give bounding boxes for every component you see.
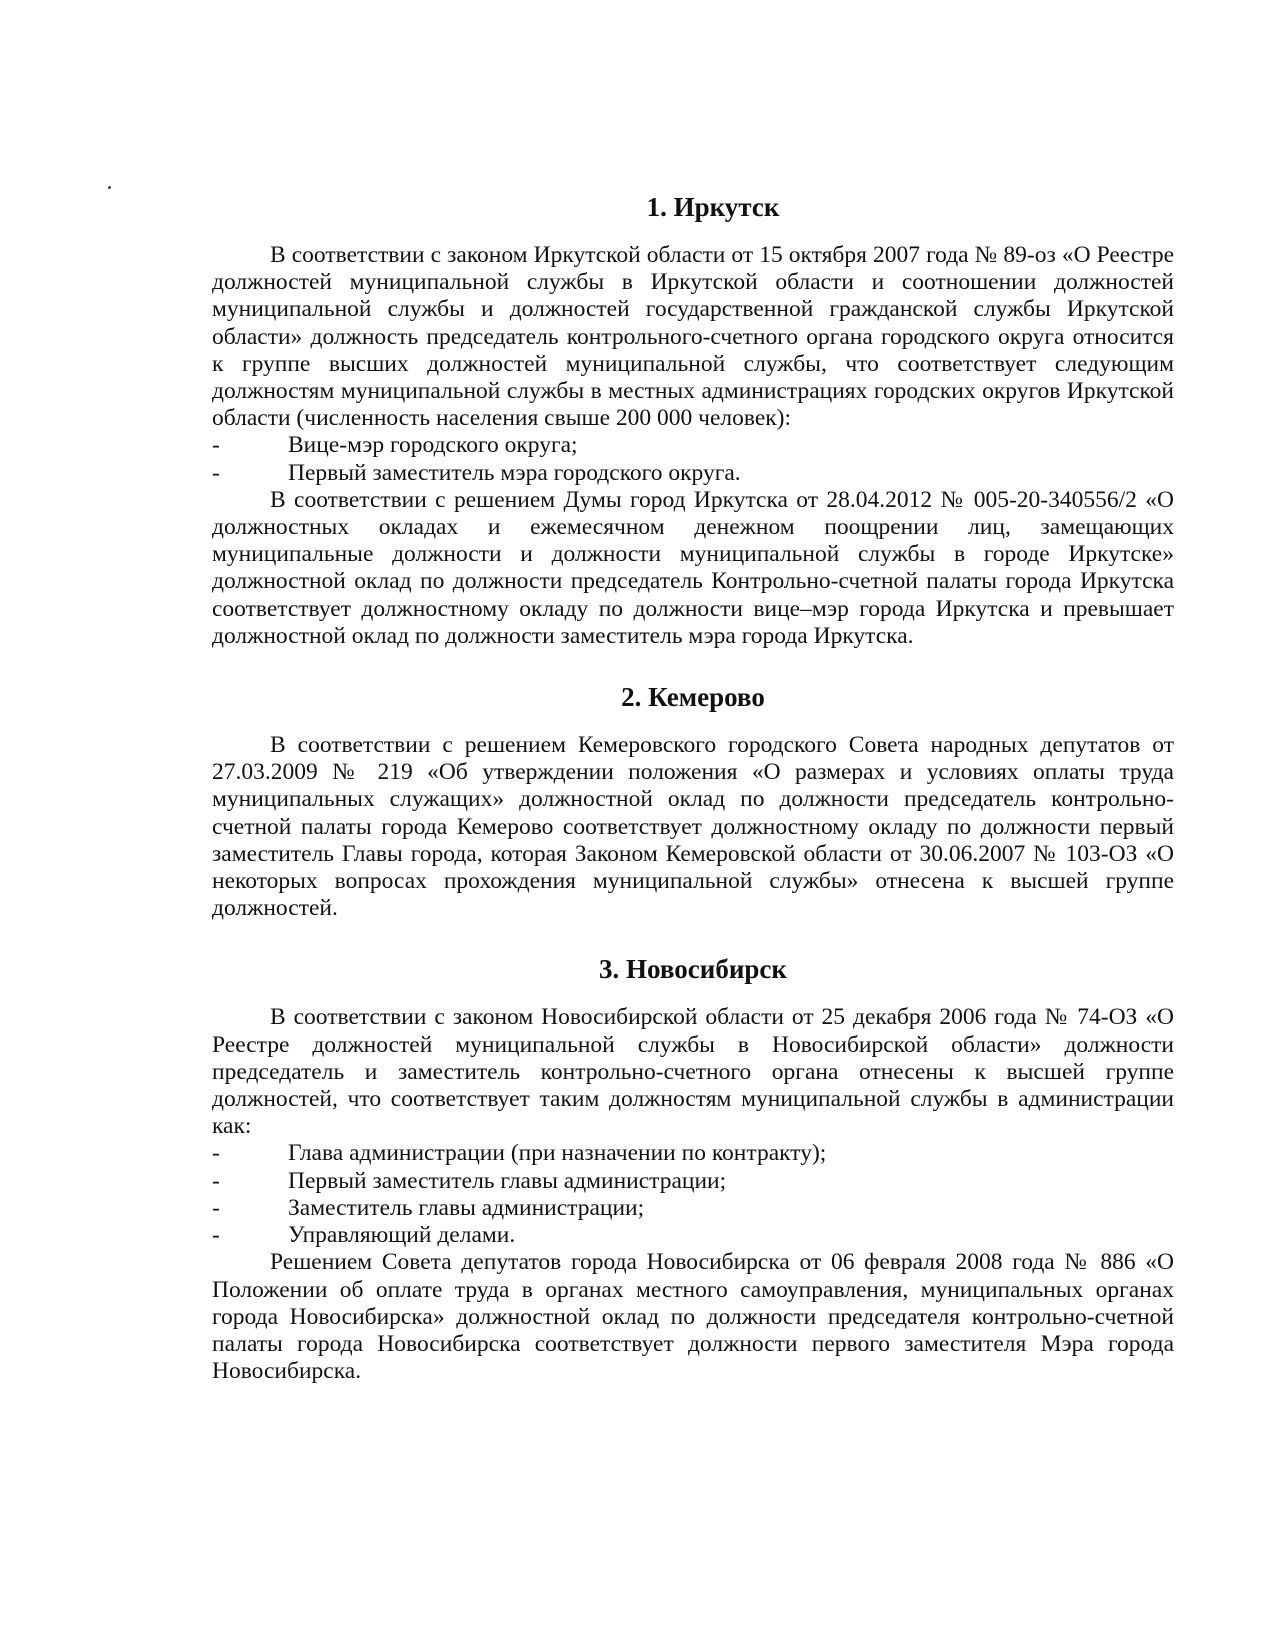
list-item: - Заместитель главы администрации; — [212, 1194, 645, 1221]
list-dash: - — [212, 1140, 220, 1167]
document-page — [212, 190, 1174, 1385]
novosibirsk-paragraph-1: В соответствии с законом Новосибирской области от 25 декабря 2006 года № 74-ОЗ «О Реестре должностей муниципальной службы в Новосибирской области» должности председатель и заместитель контрольно-счетного органа отнесены к высшей группе должностей, что соответствует таким должностям муниципальной службы в администрации как: — [212, 1004, 1174, 1140]
list-dash: - — [212, 1222, 220, 1249]
section-heading-novosibirsk: 3. Новосибирск — [599, 954, 787, 985]
section-heading-irkutsk: 1. Иркутск — [646, 192, 780, 222]
list-item: - Первый заместитель главы администрации; — [212, 1167, 727, 1194]
list-item: - Первый заместитель мэра городского округа. — [212, 459, 741, 486]
scan-speck — [108, 186, 111, 189]
list-item: - Управляющий делами. — [212, 1222, 516, 1249]
irkutsk-position-list — [212, 432, 1174, 486]
irkutsk-paragraph-2: В соответствии с решением Думы город Иркутска от 28.04.2012 № 005-20-340556/2 «О должностных окладах и ежемесячном денежном поощрении лиц, замещающих муниципальные должности и должности муниципальной службы в городе Иркутске» должностной оклад по должности председатель Контрольно-счетной палаты города Иркутска соответствует должностному окладу по должности вице–мэр города Иркутска и превышает должностной оклад по должности заместитель мэра города Иркутска. — [212, 486, 1174, 649]
section-heading-kemerovo: 2. Кемерово — [621, 682, 765, 713]
list-dash: - — [212, 1167, 220, 1194]
novosibirsk-position-list — [212, 1140, 1174, 1249]
kemerovo-paragraph-1: В соответствии с решением Кемеровского городского Совета народных депутатов от 27.03.2009 № 219 «Об утверждении положения «О размерах и условиях оплаты труда муниципальных служащих» должностной оклад по должности председатель контрольно-счетной палаты города Кемерово соответствует должностному окладу по должности первый заместитель Главы города, которая Законом Кемеровской области от 30.06.2007 № 103-ОЗ «О некоторых вопросах прохождения муниципальной службы» отнесена к высшей группе должностей. — [212, 732, 1174, 922]
list-item: - Глава администрации (при назначении по контракту); — [212, 1140, 827, 1167]
novosibirsk-paragraph-2: Решением Совета депутатов города Новосибирска от 06 февраля 2008 года № 886 «О Положении об оплате труда в органах местного самоуправления, муниципальных органах города Новосибирска» должностной оклад по должности председателя контрольно-счетной палаты города Новосибирска соответствует должности первого заместителя Мэра города Новосибирска. — [212, 1249, 1174, 1385]
list-dash: - — [212, 459, 220, 486]
list-item: - Вице-мэр городского округа; — [212, 432, 578, 459]
list-dash: - — [212, 1194, 220, 1221]
list-dash: - — [212, 432, 220, 459]
irkutsk-paragraph-1: В соответствии с законом Иркутской области от 15 октября 2007 года № 89-оз «О Реестре должностей муниципальной службы в Иркутской области и соотношении должностей муниципальной службы и должностей государственной гражданской службы Иркутской области» должность председатель контрольного-счетного органа городского округа относится к группе высших должностей муниципальной службы, что соответствует следующим должностям муниципальной службы в местных администрациях городских округов Иркутской области (численность населения свыше 200 000 человек): — [212, 242, 1174, 432]
